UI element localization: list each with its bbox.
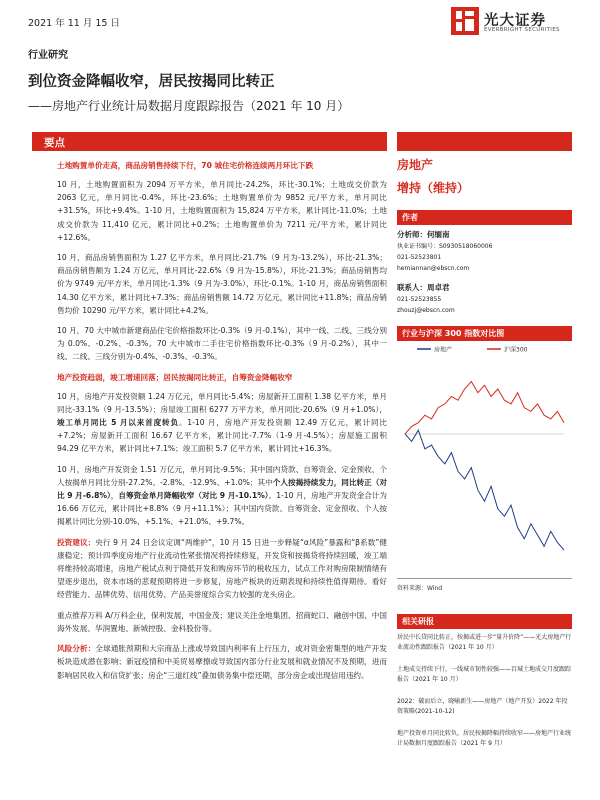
paragraph-sales: 10 月，商品房销售面积为 1.27 亿平方米，单月同比-21.7%（9 月为-13.2%），环比-21.3%；商品房销售额为 1.24 万亿元，单月同比-22.6%（9 月为-15.8%），环比-21.3%；商品房销售均价为 9749 元/平方米，单月同比-1.3%（9 月为-3.0%），环比-0.1%。1-10 月，商品房销售面积 14.30 亿平方米，累计同比+7.3%；商品房销售额 14.72 万亿元，累计同比+11.8%；商品房销售均价 10290 元/平方米，累计同比+4.2%。 <box>57 253 387 315</box>
label-risk: 风险分析： <box>57 644 96 654</box>
text-run: 全球通胀预期和大宗商品上涨或导致国内利率有上行压力，或对资金密集型的地产开发板块造成潜在影响；新冠疫情和中美贸易摩擦或导致国内部分行业发展和就业情况不及预期，进而影响居民收入和信贷扩张；房企“三道红线”叠加债务集中偿还期，部分房企或出现信用违约。 <box>57 644 388 680</box>
contact-email[interactable]: zhouzj@ebscn.com <box>397 307 455 314</box>
chart-svg <box>397 341 572 579</box>
logo-text-cn: 光大证券 <box>484 13 546 29</box>
logo-text-en: EVERBRIGHT SECURITIES <box>484 27 560 33</box>
index-comparison-chart <box>397 341 572 579</box>
chart-series-line-1 <box>405 382 564 434</box>
heading-investment: 地产投资趋弱，竣工增速回落；居民按揭同比转正，自筹资金降幅收窄 <box>57 372 293 382</box>
section-bar-key-points <box>32 132 387 151</box>
paragraph-funding <box>57 463 387 529</box>
analyst-name: 分析师：何缅南 <box>397 230 450 239</box>
report-subtitle: ——房地产行业统计局数据月度跟踪报告（2021 年 10 月） <box>28 99 350 113</box>
related-report-item[interactable]: 2022：破而后立，晓喻新生——房地产（地产开发）2022 年投资策略(2021-10-12) <box>397 698 568 715</box>
section-title: 要点 <box>44 137 65 149</box>
chart-section-header: 行业与沪深 300 指数对比图 <box>397 326 572 341</box>
report-date: 2021 年 11 月 15 日 <box>28 18 120 29</box>
contact-name: 联系人：周卓君 <box>397 283 450 292</box>
analyst-cert: 执业证书编号：S0930518060006 <box>397 243 493 250</box>
sector-name: 房地产 <box>397 158 434 172</box>
related-section-header: 相关研报 <box>397 614 572 629</box>
paragraph-land: 10 月，土地购置面积为 2094 万平方米，单月同比-24.2%，环比-30.1%；土地成交价款为 2063 亿元，单月同比-0.4%，环比-23.6%；土地购置单价为 9852 元/平方米，单月同比+31.5%，环比+9.4%。1-10 月，土地购置面积为 15,824 万平方米，累计同比-11.0%；土地成交价款为 11,410 亿元，累计同比+0.2%；土地购置单价为 7211 元/平方米，累计同比+12.6%。 <box>57 180 387 242</box>
label-recommendation: 投资建议： <box>57 537 96 547</box>
bold-run: 自筹资金单月降幅收窄（对比 9 月-10.1%） <box>118 491 269 501</box>
analyst-email[interactable]: hemiannan@ebscn.com <box>397 265 470 272</box>
report-category: 行业研究 <box>28 50 68 61</box>
paragraph-key-stocks: 重点推荐万科 A/万科企业，保利发展，中国金茂；建议关注金地集团、招商蛇口、融创中国、中国海外发展、华润置地、新城控股、金科股份等。 <box>57 610 387 633</box>
text-run: ， <box>110 491 119 501</box>
paragraph-70-city-price: 10 月，70 大中城市新建商品住宅价格指数环比-0.3%（9 月-0.1%），其中一线、二线、三线分别为 0.0%、-0.2%、-0.3%。70 大中城市二手住宅价格指数环比-0.3%（9 月-0.2%），其中一线、二线、三线分别为-0.4%、-0.3%、-0.3%。 <box>57 326 387 362</box>
bold-run: 竣工单月同比 5 月以来首度转负 <box>57 418 179 428</box>
analyst-phone: 021-52523801 <box>397 254 442 261</box>
chart-series-line-0 <box>405 430 564 550</box>
brand-mark-icon <box>451 7 479 35</box>
rating: 增持（维持） <box>397 181 470 195</box>
chart-source: 资料来源：Wind <box>397 585 443 592</box>
text-run: 央行 9 月 24 日会议定调“两维护”，10 月 15 日进一步释疑“α风险”暴露和“β系数”健康稳定；预计四季度房地产行业流动性紧张情况将持续修复，开发贷和按揭贷将持续回暖，竣工端将维持较高增速，房地产税试点利于降低开发和购房环节的税收压力，试点工作对购房限制情绪有望逐步退出，资本市场的悲观预期将进一步修复，房地产板块的近期表现和持续性值得期待。看好经营能力、品牌优势、信用优势、产品美誉度综合实力较强的龙头房企。 <box>57 537 388 600</box>
bold-run: 个人按揭持续发力，同比转正（对比 9 月-6.8%） <box>57 477 387 501</box>
report-title: 到位资金降幅收窄，居民按揭同比转正 <box>28 74 275 90</box>
related-report-item[interactable]: 地产投资单月同比转负，居民按揭降幅持续收窄——房地产行业统计局数据月度跟踪报告（2021 年 9 月） <box>397 730 572 747</box>
main-content <box>57 159 387 689</box>
paragraph-recommendation <box>57 536 387 602</box>
related-report-item[interactable]: 居民中长贷同比转正，按揭或进一步“量升价降”——光大房地产行业流动性跟踪报告（2021 年 10 月） <box>397 634 572 651</box>
legend-label-1: 沪深300 <box>504 346 528 354</box>
legend-label-0: 房地产 <box>434 346 453 354</box>
sidebar <box>397 156 572 761</box>
heading-land-sales: 土地购置单价走高，商品房销售持续下行，70 城住宅价格连续两月环比下跌 <box>57 161 314 170</box>
text-run: 10 月，房地产开发资金 1.51 万亿元，单月同比-9.5%；其中国内贷款、自筹资金、定金预收、个人按揭单月同比分别-27.2%、-2.8%、-12.9%、+1.0%；其中 <box>57 464 387 487</box>
related-report-item[interactable]: 土地成交持续下行，一线城市韧性较强——百城土地成交月度跟踪报告（2021 年 10 月） <box>397 666 572 683</box>
text-run: 10 月，房地产开发投资额 1.24 万亿元，单月同比-5.4%；房屋新开工面积 1.38 亿平方米，单月同比-33.1%（9 月-13.5%）；房屋竣工面积 6277 万平方米，单月同比-20.6%（9 月+1.0%）， <box>57 391 387 414</box>
analyst-section-header: 作者 <box>397 210 572 225</box>
related-list <box>397 633 572 749</box>
paragraph-risk <box>57 642 387 682</box>
paragraph-investment <box>57 390 387 456</box>
text-run: 。1-10 月，房地产开发资金合计为 16.66 万亿元，累计同比+8.8%（9 月+11.1%）；其中国内贷款、自筹资金、定金预收、个人按揭累计同比分别-10.0%、+5.1%、+21.0%、+9.7%。 <box>57 491 388 527</box>
sidebar-top-bar <box>397 132 572 151</box>
contact-phone: 021-52523855 <box>397 296 442 303</box>
text-run: 。1-10 月，房地产开发投资额 12.49 万亿元，累计同比+7.2%；房屋新开工面积 16.67 亿平方米，累计同比-7.7%（1-9 月-4.5%）；房屋施工面积 94.29 亿平方米，累计同比+7.1%；竣工面积 5.7 亿平方米，累计同比+16.3%。 <box>57 418 387 454</box>
broker-logo <box>451 7 576 39</box>
